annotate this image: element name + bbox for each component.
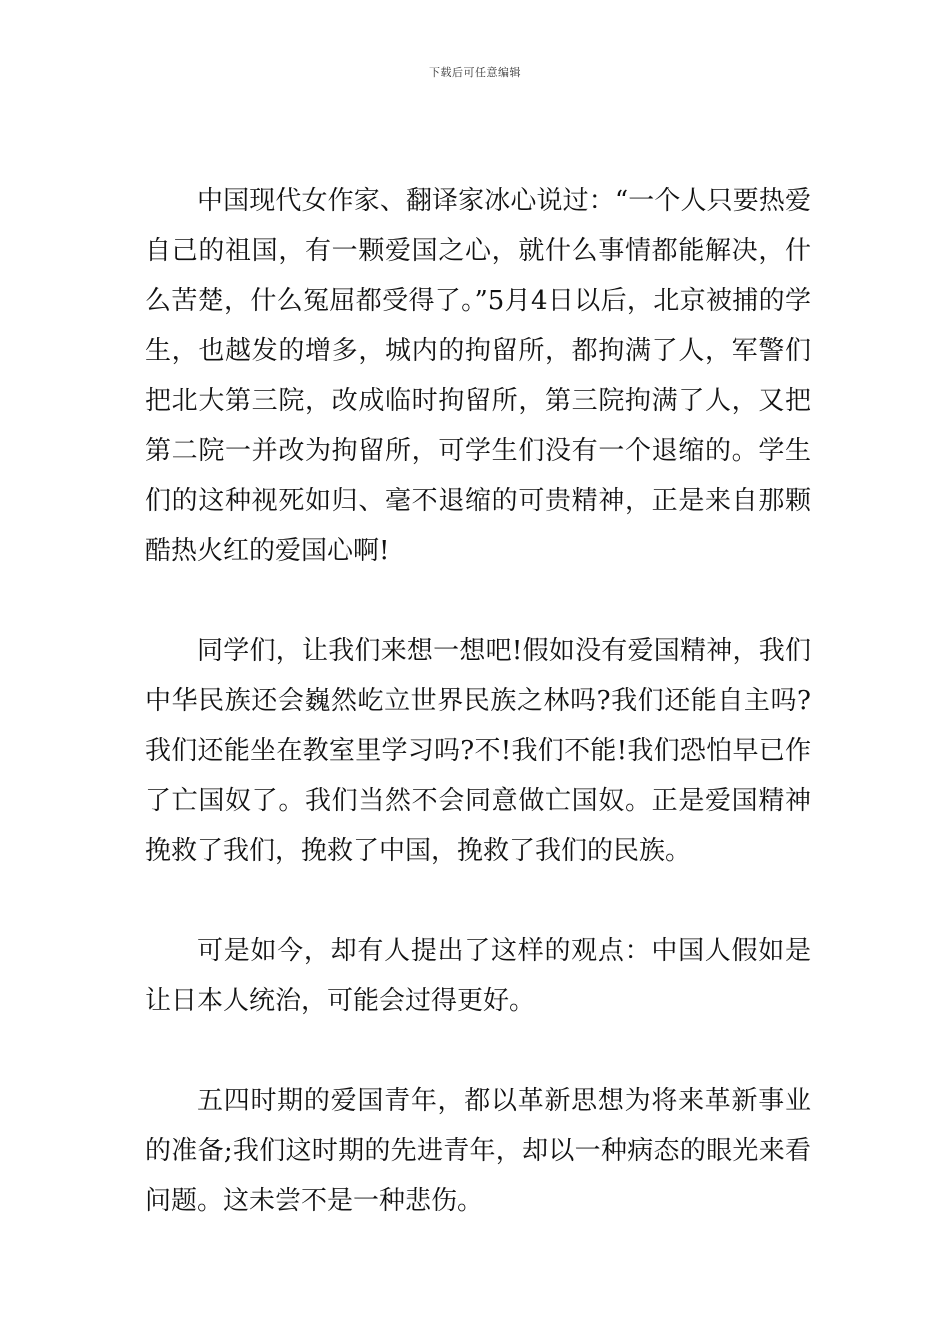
paragraph-1: 中国现代女作家、翻译家冰心说过：“一个人只要热爱自己的祖国，有一颗爱国之心，就什么事情都能解决，什么苦楚，什么冤屈都受得了。”5月4日以后，北京被捕的学生，也越发的增多，城内的拘留所，都拘满了人，军警们把北大第三院，改成临时拘留所，第三院拘满了人，又把第二院一并改为拘留所，可学生们没有一个退缩的。学生们的这种视死如归、毫不退缩的可贵精神，正是来自那颗酷热火红的爱国心啊!: [145, 186, 811, 566]
document-body: [145, 176, 811, 1226]
paragraph-4: 五四时期的爱国青年，都以革新思想为将来革新事业的准备;我们这时期的先进青年，却以一种病态的眼光来看问题。这未尝不是一种悲伤。: [145, 1086, 811, 1216]
paragraph-2: 同学们，让我们来想一想吧!假如没有爱国精神，我们中华民族还会巍然屹立世界民族之林吗?我们还能自主吗?我们还能坐在教室里学习吗?不!我们不能!我们恐怕早已作了亡国奴了。我们当然不会同意做亡国奴。正是爱国精神挽救了我们，挽救了中国，挽救了我们的民族。: [145, 636, 811, 866]
paragraph-3: 可是如今，却有人提出了这样的观点：中国人假如是让日本人统治，可能会过得更好。: [145, 936, 811, 1016]
page-header: 下载后可任意编辑: [429, 66, 521, 79]
